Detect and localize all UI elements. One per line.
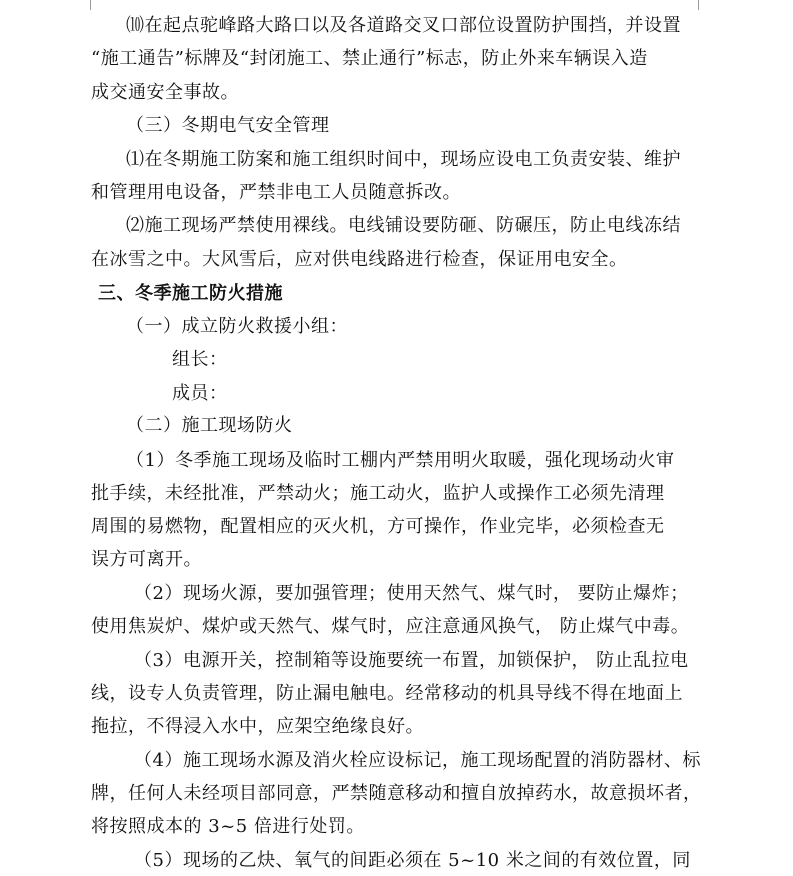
paragraph-line: （3）电源开关，控制箱等设施要统一布置，加锁保护， 防止乱拉电 <box>134 650 689 671</box>
page-corner-mark-right <box>698 0 709 10</box>
paragraph-line: （4）施工现场水源及消火栓应设标记，施工现场配置的消防器材、标 <box>134 750 701 771</box>
group-leader-label: 组长： <box>172 349 228 370</box>
paragraph-line: “施工通告”标牌及“封闭施工、禁止通行”标志，防止外来车辆误入造 <box>91 48 648 69</box>
page-corner-mark-left <box>80 0 91 10</box>
paragraph-line: 批手续，未经批准，严禁动火；施工动火，监护人或操作工必须先清理 <box>91 483 665 504</box>
paragraph-line: ⑴在冬期施工防案和施工组织时间中，现场应设电工负责安装、维护 <box>126 149 681 170</box>
paragraph-line: ⑵施工现场严禁使用裸线。电线铺设要防砸、防碾压，防止电线冻结 <box>126 215 681 236</box>
group-member-label: 成员： <box>172 383 228 404</box>
paragraph-line: 拖拉，不得浸入水中，应架空绝缘良好。 <box>91 716 424 737</box>
paragraph-line: 误方可离开。 <box>91 549 202 570</box>
paragraph-line: 和管理用电设备，严禁非电工人员随意拆改。 <box>91 182 461 203</box>
paragraph-line: （2）现场火源，要加强管理；使用天然气、煤气时， 要防止爆炸； <box>134 583 689 604</box>
paragraph-line: 牌，任何人未经项目部同意，严禁随意移动和擅自放掉药水，故意损坏者， <box>91 783 702 804</box>
paragraph-line: 成交通安全事故。 <box>91 82 239 103</box>
paragraph-line: 使用焦炭炉、煤炉或天然气、煤气时，应注意通风换气， 防止煤气中毒。 <box>91 616 690 637</box>
section-heading: （三）冬期电气安全管理 <box>126 115 330 136</box>
paragraph-line: 将按照成本的 3~5 倍进行处罚。 <box>91 816 365 837</box>
paragraph-line: 周围的易燃物，配置相应的灭火机，方可操作，作业完毕，必须检查无 <box>91 516 665 537</box>
chapter-heading: 三、冬季施工防火措施 <box>98 283 283 304</box>
paragraph-line: ⑽在起点驼峰路大路口以及各道路交叉口部位设置防护围挡，并设置 <box>126 15 681 36</box>
section-heading: （二）施工现场防火 <box>126 415 293 436</box>
paragraph-line: 线，设专人负责管理，防止漏电触电。经常移动的机具导线不得在地面上 <box>91 683 683 704</box>
paragraph-line: （5）现场的乙炔、氧气的间距必须在 5~10 米之间的有效位置，同 <box>134 850 691 871</box>
section-heading: （一）成立防火救援小组： <box>126 316 348 337</box>
paragraph-line: （1）冬季施工现场及临时工棚内严禁用明火取暖，强化现场动火审 <box>126 450 675 471</box>
paragraph-line: 在冰雪之中。大风雪后，应对供电线路进行检查，保证用电安全。 <box>91 249 628 270</box>
